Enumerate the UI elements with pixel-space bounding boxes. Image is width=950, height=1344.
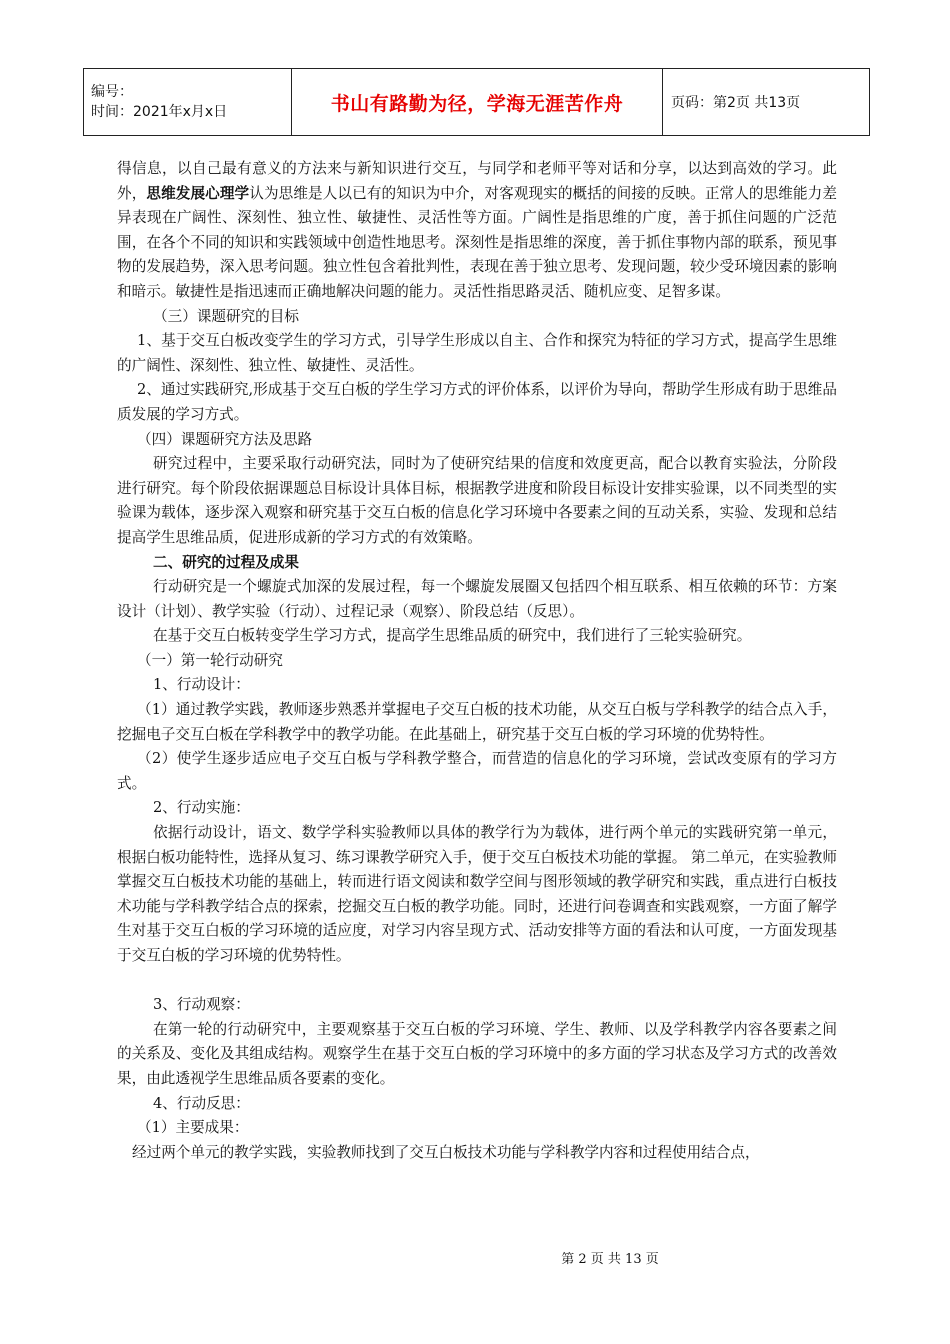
header-meta: [84, 69, 292, 136]
paragraph-process-2: 在基于交互白板转变学生学习方式，提高学生思维品质的研究中，我们进行了三轮实验研究。: [153, 627, 752, 645]
paragraph-results: 经过两个单元的教学实践，实验教师找到了交互白板技术功能与学科教学内容和过程使用结合点，: [132, 1143, 760, 1161]
heading-results: （1）主要成果：: [137, 1119, 249, 1137]
paragraph-methods: 研究过程中，主要采取行动研究法，同时为了使研究结果的信度和效度更高，配合以教育实验法，分阶段进行研究。每个阶段依据课题总目标设计具体目标，根据教学进度和阶段目标设计安排实验课，以不同类型的实验课为载体，逐步深入观察和研究基于交互白板的信息化学习环境中各要素之间的互动关系，实验、发现和总结提高学生思维品质，促进形成新的学习方式的有效策略。: [117, 455, 837, 546]
paragraph-design-1: （1）通过教学实践，教师逐步熟悉并掌握电子交互白板的技术功能，从交互白板与学科教学的结合点入手，挖掘电子交互白板在学科教学中的教学功能。在此基础上，研究基于交互白板的学习环境的优势特性。: [117, 701, 837, 743]
paragraph-observation: 在第一轮的行动研究中，主要观察基于交互白板的学习环境、学生、教师、以及学科教学内容各要素之间的关系及、变化及其组成结构。观察学生在基于交互白板的学习环境中的多方面的学习状态及学习方式的改善效果，由此透视学生思维品质各要素的变化。: [117, 1020, 837, 1087]
heading-round-1: （一）第一轮行动研究: [137, 651, 283, 669]
page-header: [83, 68, 870, 136]
paragraph-process-1: 行动研究是一个螺旋式加深的发展过程，每一个螺旋发展圈又包括四个相互联系、相互依赖的环节：方案设计（计划）、教学实验（行动）、过程记录（观察）、阶段总结（反思）。: [117, 578, 837, 620]
paragraph-text: 认为思维是人以已有的知识为中介，对客观现实的概括的间接的反映。正常人的思维能力差异表现在广阔性、深刻性、独立性、敏捷性、灵活性等方面。广阔性是指思维的广度，善于抓住问题的广泛范围，在各个不同的知识和实践领域中创造性地思考。深刻性是指思维的深度，善于抓住事物内部的联系，预见事物的发展趋势，深入思考问题。独立性包含着批判性，表现在善于独立思考、发现问题，较少受环境因素的影响和暗示。敏捷性是指迅速而正确地解决问题的能力。灵活性指思路灵活、随机应变、足智多谋。: [117, 184, 837, 300]
heading-goals: （三）课题研究的目标: [153, 307, 299, 325]
section-heading: [117, 551, 837, 576]
heading-implementation: 2、行动实施：: [153, 799, 250, 817]
paragraph-goal-2: 2、通过实践研究,形成基于交互白板的学生学习方式的评价体系，以评价为导向，帮助学生形成有助于思维品质发展的学习方式。: [117, 381, 837, 423]
header-number: 编号：: [91, 84, 133, 100]
footer-page-number: 第 2 页 共 13 页: [561, 1252, 659, 1267]
section-title: 二、研究的过程及成果: [153, 553, 299, 571]
paragraph-implementation: 依据行动设计，语文、数学学科实验教师以具体的教学行为为载体，进行两个单元的实践研究第一单元，根据白板功能特性，选择从复习、练习课教学研究入手，便于交互白板技术功能的掌握。 第二单元，在实验教师掌握交互白板技术功能的基础上，转而进行语文阅读和数学空间与图形领域的教学研究和实践，重点进行白板技术功能与学科教学结合点的探索，挖掘交互白板的教学功能。同时，还进行问卷调查和实践观察，一方面了解学生对基于交互白板的学习环境的适应度，对学习内容呈现方式、活动安排等方面的看法和认可度，一方面发现基于交互白板的学习环境的优势特性。: [117, 824, 837, 964]
bold-term: 思维发展心理学: [146, 184, 250, 202]
spacer: [117, 969, 837, 994]
document-body: [117, 157, 837, 1165]
header-page: 页码：第2页 共13页: [663, 69, 870, 136]
paragraph-thinking: [117, 157, 837, 305]
paragraph-text: 得信息，以自己最有意义的方法来与新知识进行交互，与同学和老师平等对话和分享，以达到高效的学习。此外，: [117, 160, 837, 202]
page-footer: [0, 1248, 950, 1267]
header-motto: 书山有路勤为径，学海无涯苦作舟: [292, 69, 663, 136]
heading-methods: （四）课题研究方法及思路: [137, 430, 313, 448]
heading-design: 1、行动设计：: [153, 676, 250, 694]
header-time: 时间：2021年x月x日: [91, 104, 228, 120]
heading-reflection: 4、行动反思：: [153, 1094, 250, 1112]
paragraph-design-2: （2）使学生逐步适应电子交互白板与学科教学整合，而营造的信息化的学习环境，尝试改变原有的学习方式。: [117, 750, 837, 792]
heading-observation: 3、行动观察：: [153, 996, 250, 1014]
paragraph-goal-1: 1、基于交互白板改变学生的学习方式，引导学生形成以自主、合作和探究为特征的学习方式，提高学生思维的广阔性、深刻性、独立性、敏捷性、灵活性。: [117, 332, 837, 374]
